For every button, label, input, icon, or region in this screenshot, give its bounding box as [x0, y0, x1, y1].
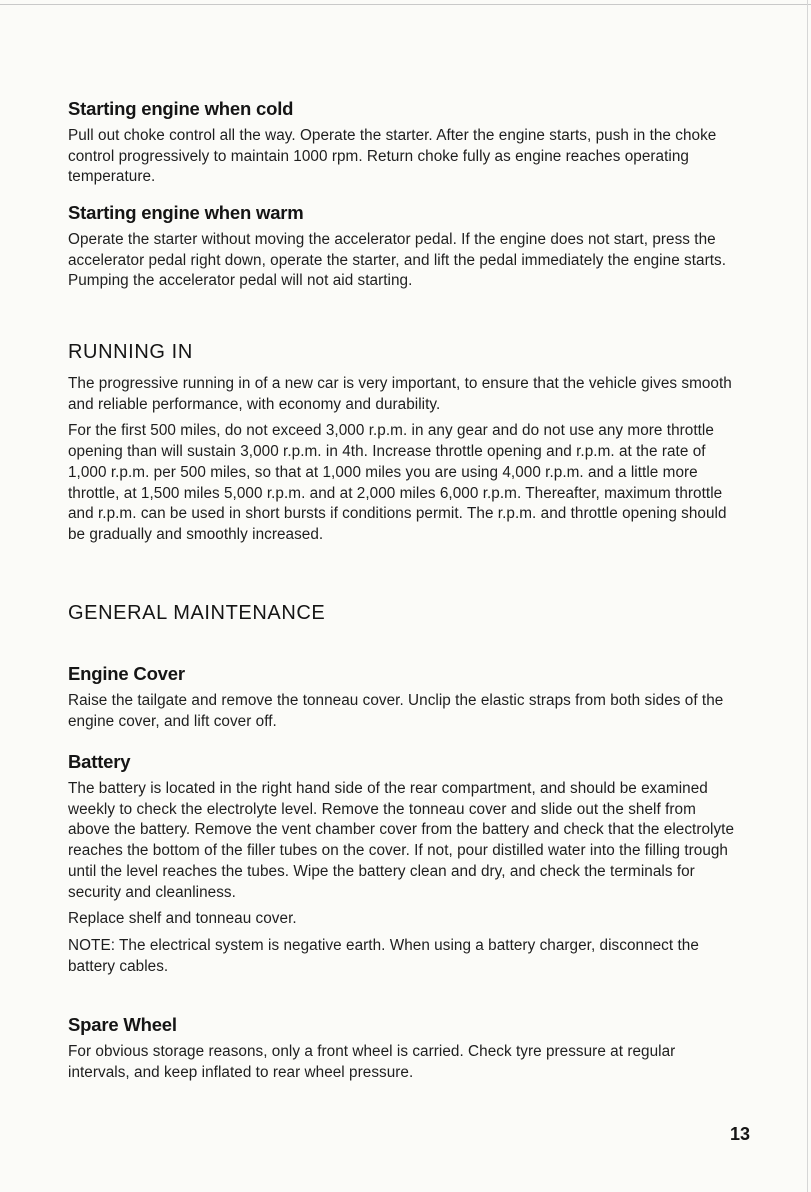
- spare-wheel-section: [68, 1014, 738, 1089]
- page-top-edge: [0, 4, 811, 5]
- warm-start-section: [68, 202, 738, 298]
- engine-cover-text: Raise the tailgate and remove the tonneau cover. Unclip the elastic straps from both sides of the engine cover, and lift cover off.: [68, 692, 724, 730]
- warm-start-text: Operate the starter without moving the accelerator pedal. If the engine does not start, press the accelerator pedal right down, operate the starter, and lift the pedal immediately the engine starts. Pumping the accelerator pedal will not aid starting.: [68, 231, 727, 290]
- battery-para-2: Replace shelf and tonneau cover.: [68, 910, 297, 928]
- cold-start-section: [68, 98, 738, 194]
- page-right-edge: [807, 0, 808, 1192]
- general-maintenance-heading: GENERAL MAINTENANCE: [68, 602, 326, 624]
- running-in-para-2: For the first 500 miles, do not exceed 3,000 r.p.m. in any gear and do not use any more throttle opening than will sustain 3,000 r.p.m. in 4th. Increase throttle opening and r.p.m. at the rate of 1,000 r.p.m. per 500 miles, so that at 1,000 miles you are using 4,000 r.p.m. and a little more throttle, at 1,500 miles 5,000 r.p.m. and at 2,000 miles 6,000 r.p.m. Thereafter, maximum throttle and r.p.m. can be used in short bursts if conditions permit. The r.p.m. and throttle opening should be gradually and smoothly increased.: [68, 422, 727, 543]
- running-in-para-1: The progressive running in of a new car is very important, to ensure that the vehicle gives smooth and reliable performance, with economy and durability.: [68, 375, 732, 413]
- spare-wheel-heading: Spare Wheel: [68, 1014, 177, 1035]
- battery-para-1: The battery is located in the right hand side of the rear compartment, and should be examined weekly to check the electrolyte level. Remove the tonneau cover and slide out the shelf from above the battery. Remove the vent chamber cover from the battery and check that the electrolyte reaches the bottom of the filler tubes on the cover. If not, pour distilled water into the filling trough until the level reaches the tubes. Wipe the battery clean and dry, and check the terminals for security and cleanliness.: [68, 780, 735, 901]
- warm-start-heading: Starting engine when warm: [68, 202, 304, 223]
- general-maintenance-section: [68, 602, 325, 635]
- running-in-section: [68, 341, 738, 552]
- cold-start-heading: Starting engine when cold: [68, 98, 294, 119]
- page-number: 13: [730, 1124, 751, 1144]
- engine-cover-heading: Engine Cover: [68, 663, 185, 684]
- battery-section: [68, 751, 738, 983]
- running-in-heading: RUNNING IN: [68, 341, 193, 363]
- cold-start-text: Pull out choke control all the way. Operate the starter. After the engine starts, push in the choke control progressively to maintain 1000 rpm. Return choke fully as engine reaches operating temperature.: [68, 127, 717, 186]
- battery-note: NOTE: The electrical system is negative earth. When using a battery charger, disconnect the battery cables.: [68, 936, 699, 975]
- spare-wheel-text: For obvious storage reasons, only a front wheel is carried. Check tyre pressure at regular intervals, and keep inflated to rear wheel pressure.: [68, 1043, 676, 1081]
- battery-heading: Battery: [68, 751, 131, 772]
- engine-cover-section: [68, 663, 738, 738]
